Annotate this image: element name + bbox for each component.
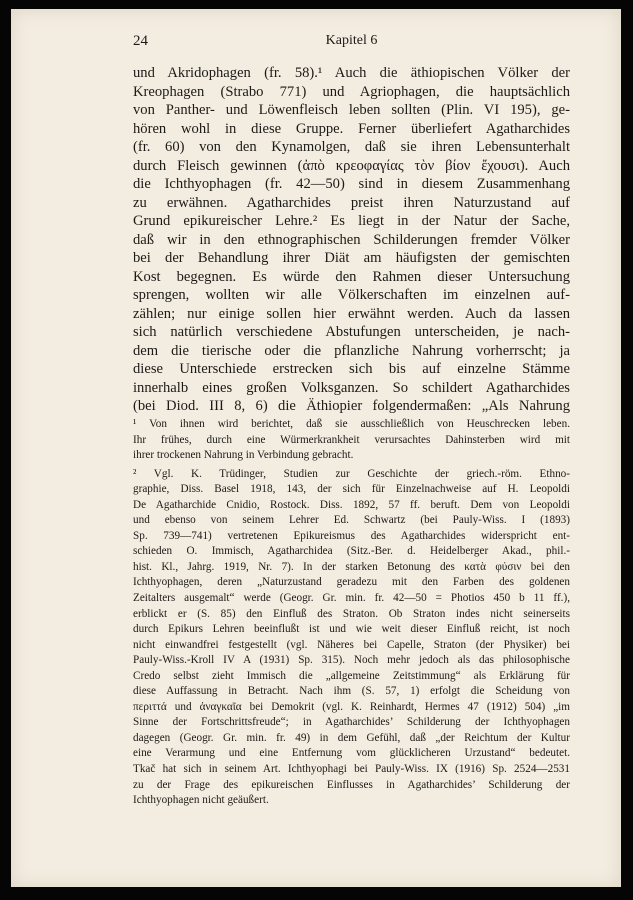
body-text-line: Kreophagen (Strabo 771) und Agriophagen, die hauptsächlich — [133, 83, 570, 100]
footnote-2-line: De Agatharchide Cnidio, Rostock. Diss. 1892, 57 ff. beruft. Dem von Leopoldi — [133, 498, 570, 511]
body-text-line: die Ichthyophagen (fr. 42—50) sind in diesem Zusammenhang — [133, 176, 570, 192]
footnote-2-line: Sinne der Fortschrittsfreude“; in Agatharchides’ Schilderung der Ichthyophagen — [133, 716, 570, 729]
footnote-2-line: diese Auffassung in Betracht. Nach ihm (S. 57, 1) erfolgt die Scheidung von — [133, 685, 570, 698]
body-text-line: Grund epikureischer Lehre.² Es liegt in der Natur der Sache, — [133, 213, 570, 229]
body-text-line: daß wir in den ethnographischen Schilderungen fremder Völker — [133, 231, 570, 248]
page-header — [133, 33, 570, 53]
body-text-line: sich natürlich verschiedene Abstufungen unterscheiden, je nach- — [133, 324, 570, 340]
footnote-2-line: ² Vgl. K. Trüdinger, Studien zur Geschichte der griech.-röm. Ethno- — [133, 467, 570, 480]
footnote-2-line: und ebenso von seinem Lehrer Ed. Schwartz (bei Pauly-Wiss. I (1893) — [133, 514, 570, 527]
body-text-line: zählen; nur einige sollen hier erwähnt werden. Auch da lassen — [133, 305, 570, 322]
footnote-1-line: Ihr frühes, durch eine Würmerkrankheit verursachtes Dahinsterben wird mit — [133, 433, 570, 446]
footnote-2-line: Credo selbst zieht Immisch die „allgemeine Zeitstimmung“ als Erklärung für — [133, 669, 570, 682]
footnote-2-line: schieden O. Immisch, Agatharchidea (Sitz.-Ber. d. Heidelberger Akad., phil.- — [133, 545, 570, 558]
body-text-line: und Akridophagen (fr. 58).¹ Auch die äthiopischen Völker der — [133, 65, 570, 81]
footnote-2-line: durch Epikurs Lehren beeinflußt ist und wie weit dieser Einfluß reicht, ist noch — [133, 623, 570, 636]
footnotes — [133, 417, 570, 809]
running-title: Kapitel 6 — [325, 33, 378, 48]
footnote-2-line: Tkač hat sich in seinem Art. Ichthyophagi bei Pauly-Wiss. IX (1916) Sp. 2524—2531 — [133, 763, 570, 776]
footnote-1-line: ihrer trockenen Nahrung in Verbindung gebracht. — [133, 449, 354, 462]
body-text-line: sprengen, wollten wir alle Völkerschaften im einzelnen auf- — [133, 287, 570, 303]
body-text-line: diese Unterschiede erstrecken sich bis auf einzelne Stämme — [133, 361, 570, 377]
body-text-line: von Panther- und Löwenfleisch leben sollten (Plin. VI 195), ge- — [133, 102, 570, 118]
footnote-2-line: Pauly-Wiss.-Kroll IV A (1931) Sp. 315). Noch mehr jedoch als das philosophische — [133, 654, 570, 667]
footnote-2 — [133, 467, 570, 809]
body-text-line: innerhalb eines großen Volksganzen. So schildert Agatharchides — [133, 379, 570, 396]
body-text-line: zu erwähnen. Agatharchides preist ihren Naturzustand auf — [133, 194, 570, 211]
footnote-2-line: dagegen (Geogr. Gr. min. fr. 49) in dem Gefühl, daß „der Reichtum der Kultur — [133, 731, 570, 744]
footnote-2-line: hist. Kl., Jahrg. 1919, Nr. 7). In der starken Betonung des κατὰ φύσιν bei den — [133, 560, 570, 573]
footnote-2-line: zu der Frage des epikureischen Einflusses in Agatharchides’ Schilderung der — [133, 778, 570, 791]
footnote-1 — [133, 417, 570, 464]
main-text — [133, 64, 570, 416]
body-text-line: dem die tierische oder die pflanzliche Nahrung vorherrscht; ja — [133, 342, 570, 359]
footnote-2-line: nicht einwandfrei festgestellt (vgl. Näheres bei Capelle, Straton (der Physiker) bei — [133, 638, 570, 651]
page-number: 24 — [133, 33, 148, 49]
body-text-line: (bei Diod. III 8, 6) die Äthiopier folgendermaßen: „Als Nahrung — [133, 398, 570, 414]
footnote-1-line: ¹ Von ihnen wird berichtet, daß sie ausschließlich von Heuschrecken leben. — [133, 418, 570, 430]
footnote-2-line: Ichthyophagen nicht geäußert. — [133, 794, 269, 807]
footnote-2-line: περιττά und ἀναγκαῖα bei Demokrit (vgl. K. Reinhardt, Hermes 47 (1912) 504) „im — [133, 700, 570, 713]
footnote-2-line: graphie, Diss. Basel 1918, 143, der sich für Einzelnachweise auf H. Leopoldi — [133, 483, 570, 496]
body-text-line: hören wohl in diese Gruppe. Ferner überliefert Agatharchides — [133, 120, 570, 137]
body-text-line: Kost begegnen. Es würde den Rahmen dieser Untersuchung — [133, 268, 570, 285]
footnote-2-line: Sp. 739—741) vertretenen Epikureismus des Agatharchides widerspricht ent- — [133, 529, 570, 542]
body-text-line: (fr. 60) von den Kynamolgen, daß sie ihren Lebensunterhalt — [133, 139, 570, 155]
footnote-2-line: erblickt er (S. 85) den Einfluß des Straton. Ob Straton indes nicht seinerseits — [133, 607, 570, 620]
footnote-2-line: eine Verarmung und eine Entfernung vom glücklicheren Urzustand“ bedeutet. — [133, 747, 570, 760]
body-text-line: durch Fleisch gewinnen (ἀπὸ κρεοφαγίας τὸν βίον ἔχουσι). Auch — [133, 157, 570, 174]
body-text-line: bei der Behandlung ihrer Diät am häufigsten der gemischten — [133, 250, 570, 266]
footnote-2-line: Ichthyophagen, deren „Naturzustand geradezu mit den Farben des goldenen — [133, 576, 570, 589]
footnote-2-line: Zeitalters ausgemalt“ werde (Geogr. Gr. min. fr. 42—50 = Photios 450 b 11 ff.), — [133, 592, 570, 605]
